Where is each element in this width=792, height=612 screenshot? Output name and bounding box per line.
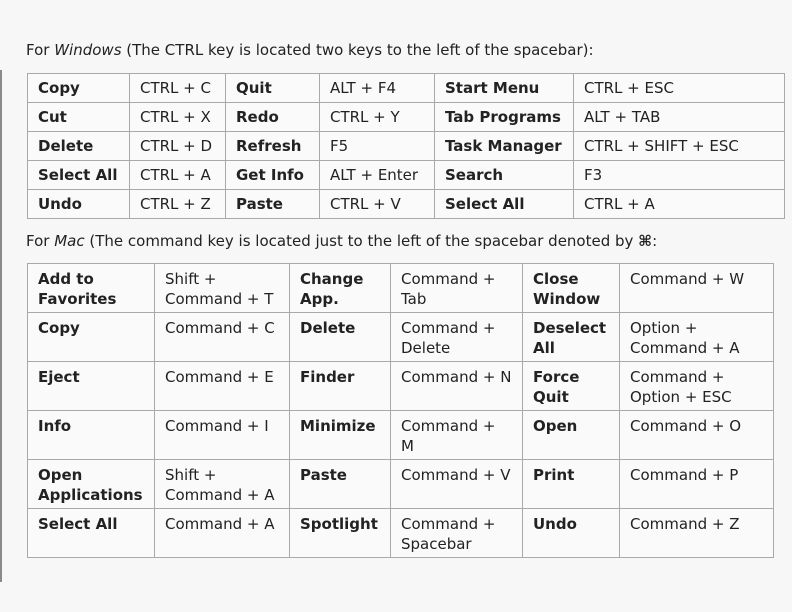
shortcut-keys: CTRL + D: [130, 132, 226, 161]
mac-shortcuts-table: [27, 263, 774, 558]
shortcut-keys: F5: [320, 132, 435, 161]
shortcut-keys: F3: [574, 161, 785, 190]
shortcut-keys: Command + Tab: [391, 264, 523, 313]
shortcut-action: Finder: [290, 362, 391, 411]
shortcut-keys: Command + P: [620, 460, 774, 509]
shortcut-keys: Command + Z: [620, 509, 774, 558]
shortcut-keys: ALT + TAB: [574, 103, 785, 132]
shortcut-keys: Command + Delete: [391, 313, 523, 362]
windows-heading: [26, 41, 594, 59]
shortcut-keys: CTRL + C: [130, 74, 226, 103]
shortcut-action: Cut: [28, 103, 130, 132]
table-row: [28, 74, 785, 103]
shortcut-action: Start Menu: [435, 74, 574, 103]
shortcut-action: Task Manager: [435, 132, 574, 161]
shortcut-action: Delete: [290, 313, 391, 362]
shortcut-keys: Command + E: [155, 362, 290, 411]
shortcut-keys: ALT + F4: [320, 74, 435, 103]
shortcut-action: Select All: [28, 161, 130, 190]
shortcut-action: Paste: [226, 190, 320, 219]
shortcut-keys: Command + N: [391, 362, 523, 411]
windows-heading-prefix: For: [26, 41, 55, 59]
shortcut-keys: Command + C: [155, 313, 290, 362]
shortcut-action: Print: [523, 460, 620, 509]
left-border-rule: [0, 70, 2, 582]
shortcut-action: Tab Programs: [435, 103, 574, 132]
table-row: [28, 362, 774, 411]
shortcut-action: Delete: [28, 132, 130, 161]
shortcut-keys: CTRL + A: [130, 161, 226, 190]
shortcut-keys: Shift + Command + T: [155, 264, 290, 313]
windows-heading-os: Windows: [54, 41, 122, 59]
shortcut-keys: CTRL + Y: [320, 103, 435, 132]
table-row: [28, 509, 774, 558]
windows-shortcuts-table: [27, 73, 785, 219]
shortcut-keys: ALT + Enter: [320, 161, 435, 190]
mac-heading-suffix: (The command key is located just to the left of the spacebar denoted by: [84, 232, 639, 250]
shortcut-action: Search: [435, 161, 574, 190]
shortcut-action: Get Info: [226, 161, 320, 190]
table-row: [28, 103, 785, 132]
mac-heading-os: Mac: [54, 232, 85, 250]
shortcut-action: Close Window: [523, 264, 620, 313]
table-row: [28, 161, 785, 190]
windows-heading-suffix: (The CTRL key is located two keys to the left of the spacebar):: [121, 41, 594, 59]
mac-heading-prefix: For: [26, 232, 55, 250]
shortcut-keys: Command + Spacebar: [391, 509, 523, 558]
shortcut-keys: CTRL + X: [130, 103, 226, 132]
shortcut-keys: CTRL + ESC: [574, 74, 785, 103]
shortcut-action: Select All: [28, 509, 155, 558]
shortcut-action: Paste: [290, 460, 391, 509]
shortcut-action: Copy: [28, 313, 155, 362]
shortcut-keys: Command + Option + ESC: [620, 362, 774, 411]
table-row: [28, 264, 774, 313]
shortcut-action: Refresh: [226, 132, 320, 161]
shortcut-action: Eject: [28, 362, 155, 411]
shortcut-keys: Command + I: [155, 411, 290, 460]
command-key-icon: ⌘: [638, 232, 653, 250]
shortcut-keys: Command + M: [391, 411, 523, 460]
shortcut-action: Deselect All: [523, 313, 620, 362]
shortcut-action: Force Quit: [523, 362, 620, 411]
shortcut-action: Select All: [435, 190, 574, 219]
shortcut-keys: Option + Command + A: [620, 313, 774, 362]
shortcut-action: Redo: [226, 103, 320, 132]
shortcut-keys: CTRL + A: [574, 190, 785, 219]
shortcut-action: Undo: [523, 509, 620, 558]
mac-heading: [26, 232, 657, 250]
shortcut-action: Minimize: [290, 411, 391, 460]
shortcut-action: Info: [28, 411, 155, 460]
shortcut-action: Quit: [226, 74, 320, 103]
shortcut-action: Copy: [28, 74, 130, 103]
shortcut-action: Spotlight: [290, 509, 391, 558]
mac-heading-end: :: [652, 232, 658, 250]
shortcut-action: Open: [523, 411, 620, 460]
shortcut-keys: Command + W: [620, 264, 774, 313]
shortcut-keys: CTRL + SHIFT + ESC: [574, 132, 785, 161]
table-row: [28, 313, 774, 362]
shortcut-keys: Command + V: [391, 460, 523, 509]
shortcut-keys: CTRL + Z: [130, 190, 226, 219]
shortcut-keys: Shift + Command + A: [155, 460, 290, 509]
shortcut-action: Change App.: [290, 264, 391, 313]
shortcut-keys: CTRL + V: [320, 190, 435, 219]
table-row: [28, 460, 774, 509]
shortcut-keys: Command + O: [620, 411, 774, 460]
table-row: [28, 190, 785, 219]
shortcut-keys: Command + A: [155, 509, 290, 558]
table-row: [28, 411, 774, 460]
shortcut-action: Open Applications: [28, 460, 155, 509]
shortcut-action: Add to Favorites: [28, 264, 155, 313]
shortcut-action: Undo: [28, 190, 130, 219]
table-row: [28, 132, 785, 161]
